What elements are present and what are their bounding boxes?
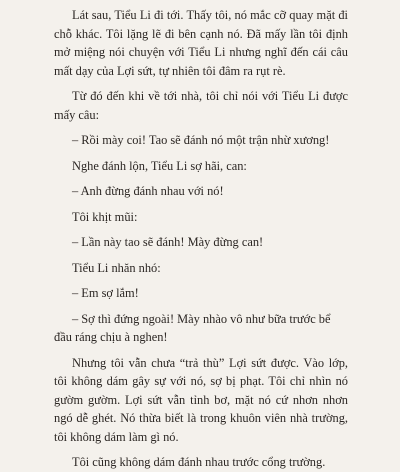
paragraph: Nghe đánh lộn, Tiểu Li sợ hãi, can: xyxy=(72,158,247,173)
dialogue-line: – Sợ thì đứng ngoài! Mày nhào vô như bữa trước bể đầu ráng chịu à nghen! xyxy=(54,311,331,344)
paragraph: Từ đó đến khi về tới nhà, tôi chỉ nói với Tiểu Li được mấy câu: xyxy=(54,89,348,122)
dialogue-line: – Em sợ lắm! xyxy=(72,286,139,300)
paragraph: Lát sau, Tiểu Li đi tới. Thấy tôi, nó mắc cỡ quay mặt đi chỗ khác. Tôi lặng lẽ đi bên cạnh nó. Đã mấy lần tôi định mở miệng nói chuyện với Tiểu Li nhưng nghĩ đến cái câu mất dạy của Lợi sứt, tự nhiên tôi đâm ra rụt rè. xyxy=(54,8,348,78)
paragraph: Tôi cũng không dám đánh nhau trước cổng trường. xyxy=(72,455,326,469)
paragraph: Tiểu Li nhăn nhó: xyxy=(72,260,161,275)
dialogue-line: – Lần này tao sẽ đánh! Mày đừng can! xyxy=(72,235,264,249)
dialogue-line: – Rồi mày coi! Tao sẽ đánh nó một trận nhừ xương! xyxy=(72,133,330,147)
paragraph: Nhưng tôi vẫn chưa “trả thù” Lợi sứt được. Vào lớp, tôi không dám gây sự với nó, sợ bị phạt. Tôi chỉ nhìn nó gườm gườm. Lợi sứt vẫn tỉnh bơ, mặt nó cứ nhơn nhơn ngó dễ ghét. Nó thừa biết là trong khuôn viên nhà trường, tôi không dám làm gì nó. xyxy=(54,355,348,444)
paragraph: Tôi khịt mũi: xyxy=(72,209,138,224)
dialogue-line: – Anh đừng đánh nhau với nó! xyxy=(72,184,224,198)
